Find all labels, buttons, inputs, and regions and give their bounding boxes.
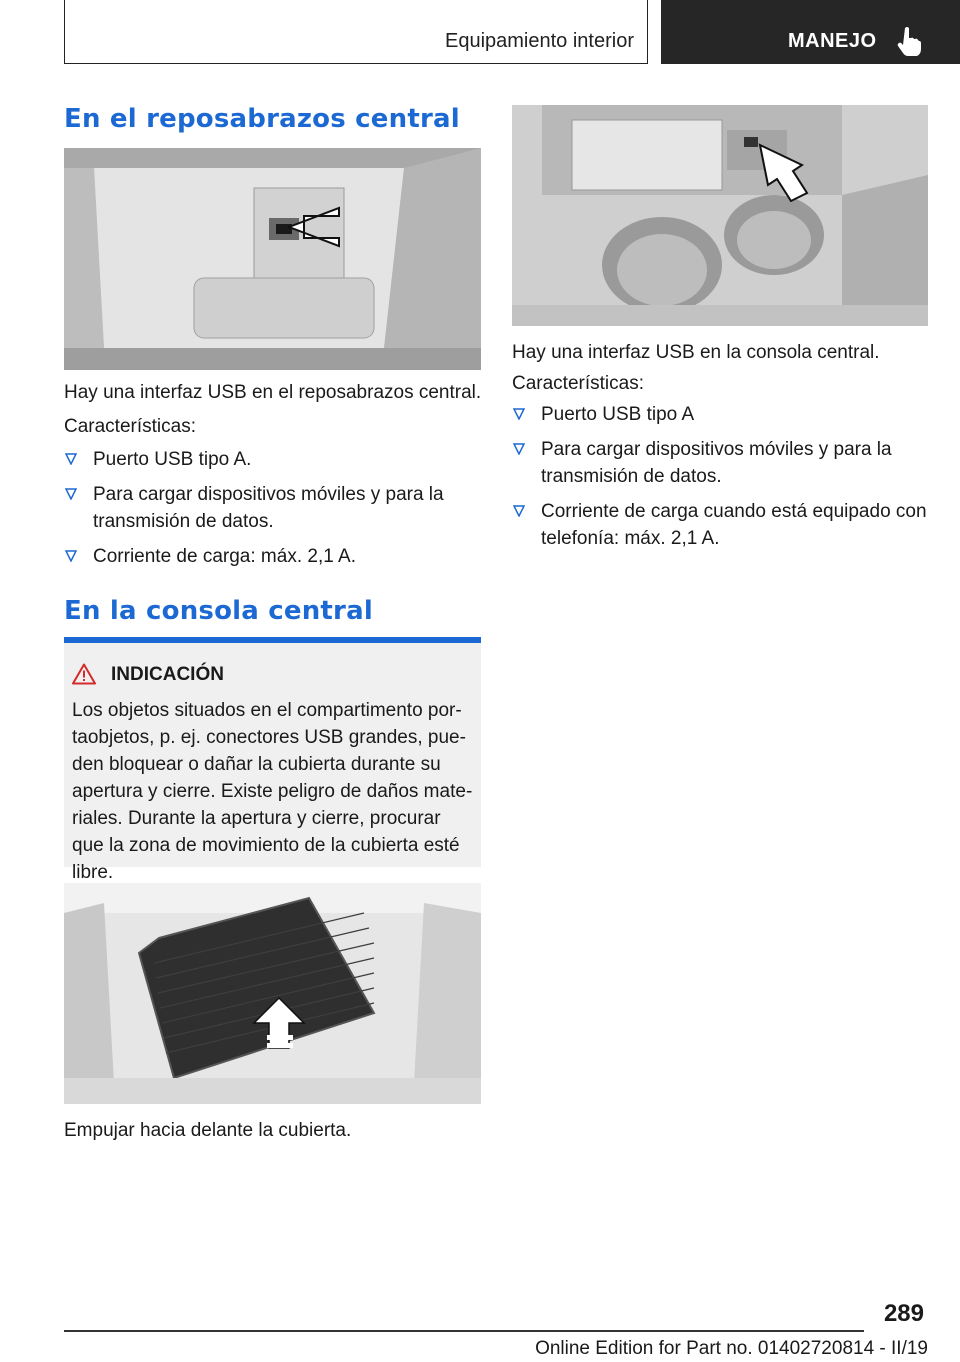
console-features-list [512, 401, 932, 560]
bullet-triangle-icon [65, 550, 77, 562]
image-armrest-usb [64, 148, 481, 370]
console-description: Hay una interfaz USB en la consola central. [512, 342, 880, 363]
image-console-cover [64, 883, 481, 1104]
image-center-console-usb [512, 105, 928, 326]
page-number: 289 [883, 1300, 924, 1327]
bullet-triangle-icon [65, 453, 77, 465]
bullet-triangle-icon [513, 443, 525, 455]
list-item: Corriente de carga: máx. 2,1 A. [64, 543, 481, 570]
armrest-features-list [64, 446, 481, 578]
armrest-description: Hay una interfaz USB en el reposabrazos central. [64, 382, 482, 403]
list-item: Para cargar dispositivos móviles y para la transmisión de datos. [64, 481, 481, 535]
bullet-triangle-icon [513, 505, 525, 517]
armrest-features-label: Características: [64, 416, 196, 437]
heading-armrest: En el reposabrazos central [64, 104, 460, 134]
cover-caption: Empujar hacia delante la cubierta. [64, 1120, 352, 1141]
header-section-title: Equipamiento interior [445, 30, 634, 52]
bullet-triangle-icon [513, 408, 525, 420]
console-features-label: Características: [512, 373, 644, 394]
notice-text: Los objetos situados en el compartimento portaobjetos, p. ej. conectores USB grandes, pueden bloquear o dañar la cubierta durante su apertura y cierre. Existe peligro de daños materiales. Durante la apertura y cierre, procurar que la zona de movimiento de la cubierta esté libre. [72, 700, 473, 883]
footer-divider [64, 1330, 864, 1332]
heading-center-console: En la consola central [64, 596, 373, 626]
bullet-triangle-icon [65, 488, 77, 500]
list-item: Puerto USB tipo A. [64, 446, 481, 473]
notice-title: INDICACIÓN [111, 664, 224, 685]
list-item: Puerto USB tipo A [512, 401, 932, 428]
list-item: Corriente de carga cuando está equipado con telefonía: máx. 2,1 A. [512, 498, 932, 552]
hand-pointer-icon [896, 26, 922, 56]
footer-edition: Online Edition for Part no. 01402720814 - II/19 [535, 1338, 928, 1359]
header-chapter-title: MANEJO [788, 30, 877, 52]
list-item: Para cargar dispositivos móviles y para la transmisión de datos. [512, 436, 932, 490]
warning-triangle-icon [72, 663, 96, 685]
